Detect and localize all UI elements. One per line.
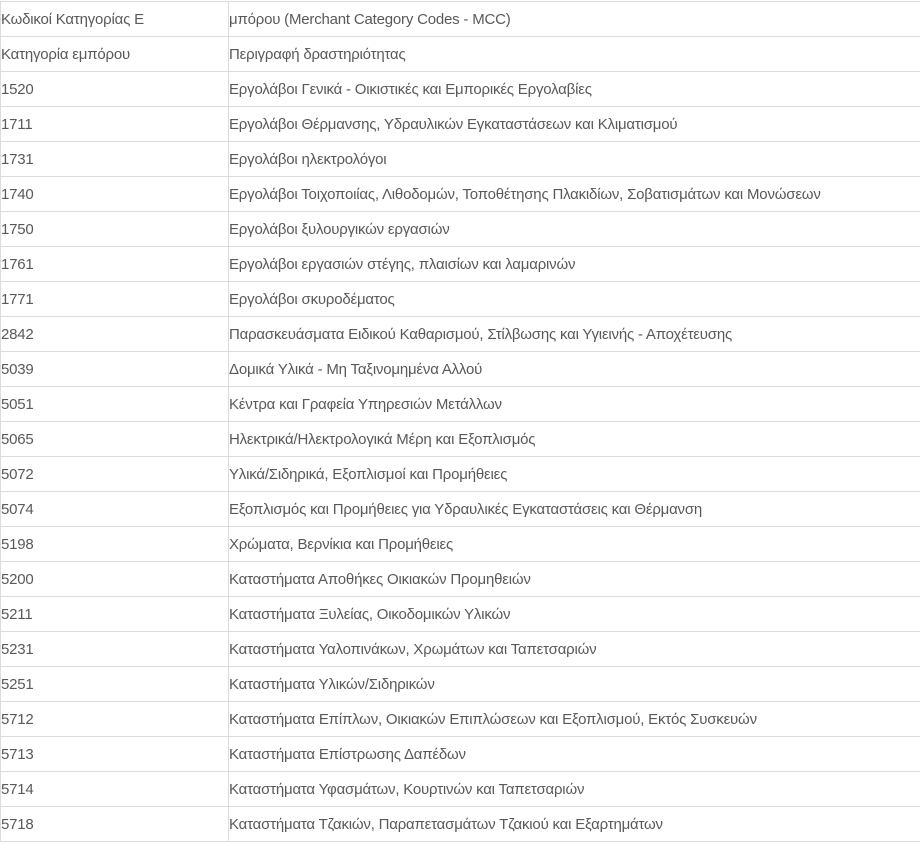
mcc-code-cell: 5074 <box>1 492 229 527</box>
mcc-code-cell: 1740 <box>1 177 229 212</box>
mcc-description-cell: Εργολάβοι σκυροδέματος <box>229 282 920 317</box>
table-row <box>1 702 920 737</box>
table-row <box>1 597 920 632</box>
table-row <box>1 737 920 772</box>
mcc-description-cell: Καταστήματα Ξυλείας, Οικοδομικών Υλικών <box>229 597 920 632</box>
mcc-code-cell: 2842 <box>1 317 229 352</box>
mcc-code-cell: 1771 <box>1 282 229 317</box>
table-row <box>1 2 920 37</box>
mcc-description-cell: Καταστήματα Επίπλων, Οικιακών Επιπλώσεων και Εξοπλισμού, Εκτός Συσκευών <box>229 702 920 737</box>
mcc-description-cell: Καταστήματα Επίστρωσης Δαπέδων <box>229 737 920 772</box>
mcc-code-cell: 5065 <box>1 422 229 457</box>
mcc-description-cell: Εργολάβοι εργασιών στέγης, πλαισίων και λαμαρινών <box>229 247 920 282</box>
mcc-table <box>0 1 920 842</box>
mcc-code-cell: 1520 <box>1 72 229 107</box>
mcc-code-cell: 5718 <box>1 807 229 842</box>
mcc-code-cell: Κωδικοί Κατηγορίας Ε <box>1 2 229 37</box>
mcc-code-cell: 5231 <box>1 632 229 667</box>
table-row <box>1 772 920 807</box>
mcc-code-cell: 1731 <box>1 142 229 177</box>
mcc-table-body <box>1 2 920 842</box>
mcc-description-cell: Υλικά/Σιδηρικά, Εξοπλισμοί και Προμήθειες <box>229 457 920 492</box>
mcc-code-cell: 5039 <box>1 352 229 387</box>
table-row <box>1 352 920 387</box>
mcc-code-cell: 5712 <box>1 702 229 737</box>
mcc-description-cell: Παρασκευάσματα Ειδικού Καθαρισμού, Στίλβωσης και Υγιεινής - Αποχέτευσης <box>229 317 920 352</box>
mcc-code-cell: 5714 <box>1 772 229 807</box>
table-row <box>1 282 920 317</box>
mcc-code-cell: 1750 <box>1 212 229 247</box>
table-row <box>1 527 920 562</box>
table-row <box>1 72 920 107</box>
table-row <box>1 177 920 212</box>
table-row <box>1 387 920 422</box>
mcc-description-cell: Εξοπλισμός και Προμήθειες για Υδραυλικές Εγκαταστάσεις και Θέρμανση <box>229 492 920 527</box>
mcc-description-cell: Χρώματα, Βερνίκια και Προμήθειες <box>229 527 920 562</box>
mcc-code-cell: 5198 <box>1 527 229 562</box>
table-row <box>1 107 920 142</box>
table-row <box>1 142 920 177</box>
table-row <box>1 492 920 527</box>
table-row <box>1 807 920 842</box>
mcc-description-cell: Εργολάβοι ξυλουργικών εργασιών <box>229 212 920 247</box>
mcc-code-cell: 1711 <box>1 107 229 142</box>
mcc-description-cell: Εργολάβοι Τοιχοποιίας, Λιθοδομών, Τοποθέτησης Πλακιδίων, Σοβατισμάτων και Μονώσεων <box>229 177 920 212</box>
table-row <box>1 212 920 247</box>
mcc-description-cell: Καταστήματα Τζακιών, Παραπετασμάτων Τζακιού και Εξαρτημάτων <box>229 807 920 842</box>
mcc-code-cell: 5713 <box>1 737 229 772</box>
mcc-description-cell: Δομικά Υλικά - Μη Ταξινομημένα Αλλού <box>229 352 920 387</box>
mcc-code-cell: Κατηγορία εμπόρου <box>1 37 229 72</box>
table-row <box>1 632 920 667</box>
mcc-description-cell: Εργολάβοι Γενικά - Οικιστικές και Εμπορικές Εργολαβίες <box>229 72 920 107</box>
table-row <box>1 562 920 597</box>
mcc-code-cell: 5072 <box>1 457 229 492</box>
mcc-code-cell: 5211 <box>1 597 229 632</box>
mcc-description-cell: Καταστήματα Αποθήκες Οικιακών Προμηθειών <box>229 562 920 597</box>
table-row <box>1 247 920 282</box>
mcc-code-cell: 1761 <box>1 247 229 282</box>
mcc-description-cell: Κέντρα και Γραφεία Υπηρεσιών Μετάλλων <box>229 387 920 422</box>
table-row <box>1 317 920 352</box>
mcc-code-cell: 5051 <box>1 387 229 422</box>
mcc-code-cell: 5251 <box>1 667 229 702</box>
table-row <box>1 422 920 457</box>
mcc-description-cell: Περιγραφή δραστηριότητας <box>229 37 920 72</box>
table-row <box>1 457 920 492</box>
table-row <box>1 37 920 72</box>
mcc-description-cell: μπόρου (Merchant Category Codes - MCC) <box>229 2 920 37</box>
mcc-description-cell: Εργολάβοι ηλεκτρολόγοι <box>229 142 920 177</box>
mcc-description-cell: Εργολάβοι Θέρμανσης, Υδραυλικών Εγκαταστάσεων και Κλιματισμού <box>229 107 920 142</box>
mcc-code-cell: 5200 <box>1 562 229 597</box>
table-row <box>1 667 920 702</box>
mcc-description-cell: Καταστήματα Υλικών/Σιδηρικών <box>229 667 920 702</box>
mcc-description-cell: Καταστήματα Υφασμάτων, Κουρτινών και Ταπετσαριών <box>229 772 920 807</box>
mcc-description-cell: Καταστήματα Υαλοπινάκων, Χρωμάτων και Ταπετσαριών <box>229 632 920 667</box>
mcc-description-cell: Ηλεκτρικά/Ηλεκτρολογικά Μέρη και Εξοπλισμός <box>229 422 920 457</box>
